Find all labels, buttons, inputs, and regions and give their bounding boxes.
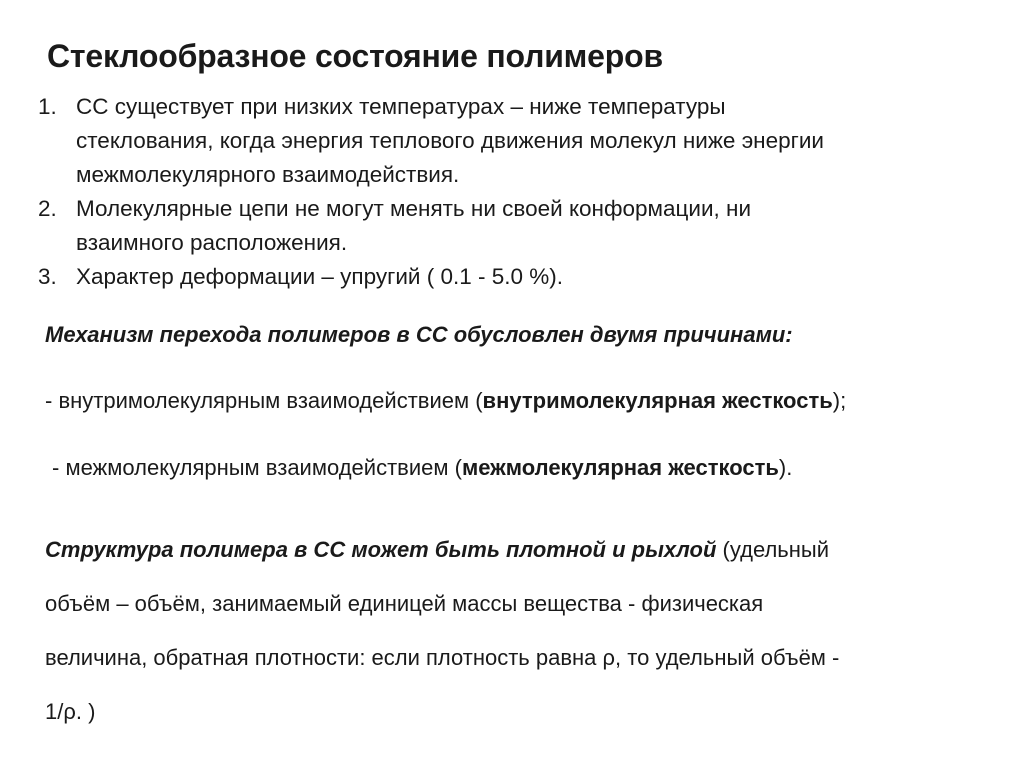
list-item-line: межмолекулярного взаимодействия.	[76, 162, 460, 187]
list-item-line: Молекулярные цепи не могут менять ни своей конформации, ни	[76, 196, 752, 221]
list-item-line: Характер деформации – упругий ( 0.1 - 5.0 %).	[76, 264, 564, 289]
mechanism-heading: Механизм перехода полимеров в СС обусловлен двумя причинами:	[45, 322, 793, 347]
list-item	[38, 90, 998, 192]
structure-lead: Структура полимера в СС может быть плотной и рыхлой	[45, 537, 717, 562]
cause-text: - внутримолекулярным взаимодействием (	[45, 388, 483, 413]
cause-text: );	[832, 388, 847, 413]
cause-term: внутримолекулярная жесткость	[482, 388, 833, 413]
structure-line: величина, обратная плотности: если плотность равна ρ, то удельный объём -	[45, 645, 840, 670]
cause-intermolecular	[52, 455, 792, 481]
cause-text: - межмолекулярным взаимодействием (	[52, 455, 462, 480]
list-item	[38, 192, 998, 260]
list-item-line: стеклования, когда энергия теплового движения молекул ниже энергии	[76, 128, 824, 153]
structure-line: объём – объём, занимаемый единицей массы вещества - физическая	[45, 591, 764, 616]
list-item-number: 1.	[38, 94, 57, 119]
structure-line: (удельный	[716, 537, 830, 562]
slide-title: Стеклообразное состояние полимеров	[47, 38, 663, 74]
structure-paragraph	[45, 523, 995, 739]
structure-line: 1/ρ. )	[45, 699, 96, 724]
numbered-list	[38, 90, 998, 294]
list-item-line: СС существует при низких температурах – ниже температуры	[76, 94, 726, 119]
list-item-number: 2.	[38, 196, 57, 221]
list-item-number: 3.	[38, 264, 57, 289]
cause-text: ).	[778, 455, 793, 480]
list-item-line: взаимного расположения.	[76, 230, 348, 255]
list-item	[38, 260, 998, 294]
cause-term: межмолекулярная жесткость	[461, 455, 779, 480]
cause-intramolecular	[45, 388, 846, 414]
